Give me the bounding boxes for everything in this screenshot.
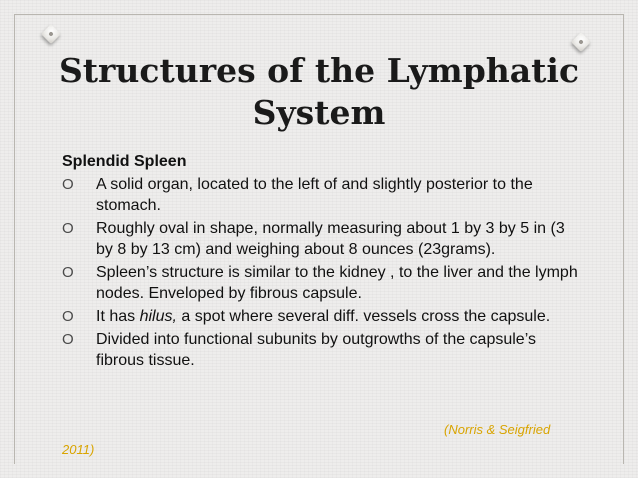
bullet-marker: O xyxy=(62,308,74,325)
bullet-text: A solid organ, located to the left of and slightly posterior to the stomach. xyxy=(96,176,533,214)
bullet-item xyxy=(62,262,582,304)
bullet-item xyxy=(62,329,582,371)
bullet-marker: O xyxy=(62,331,74,348)
bullet-marker: O xyxy=(62,176,74,193)
bullet-marker: O xyxy=(62,264,74,281)
bullet-item xyxy=(62,306,582,327)
bullet-item xyxy=(62,174,582,216)
slide-content xyxy=(62,152,582,373)
bullet-text: Roughly oval in shape, normally measuring about 1 by 3 by 5 in (3 by 8 by 13 cm) and weighing about 8 ounces (23grams). xyxy=(96,220,565,258)
bullet-text: Divided into functional subunits by outgrowths of the capsule’s fibrous tissue. xyxy=(96,331,536,369)
bullet-text: Spleen’s structure is similar to the kidney , to the liver and the lymph nodes. Enveloped by fibrous capsule. xyxy=(96,264,578,302)
bullet-item xyxy=(62,218,582,260)
citation: (Norris & Seigfried 2011) xyxy=(62,422,551,457)
bullet-marker: O xyxy=(62,220,74,237)
bullet-text: It has xyxy=(96,308,140,325)
bullet-italic-text: hilus, xyxy=(139,308,177,325)
bullet-text-tail: a spot where several diff. vessels cross the capsule. xyxy=(176,308,551,325)
section-heading: Splendid Spleen xyxy=(62,153,187,170)
bullet-list xyxy=(62,174,582,371)
slide-title: Structures of the Lymphatic System xyxy=(58,51,580,132)
